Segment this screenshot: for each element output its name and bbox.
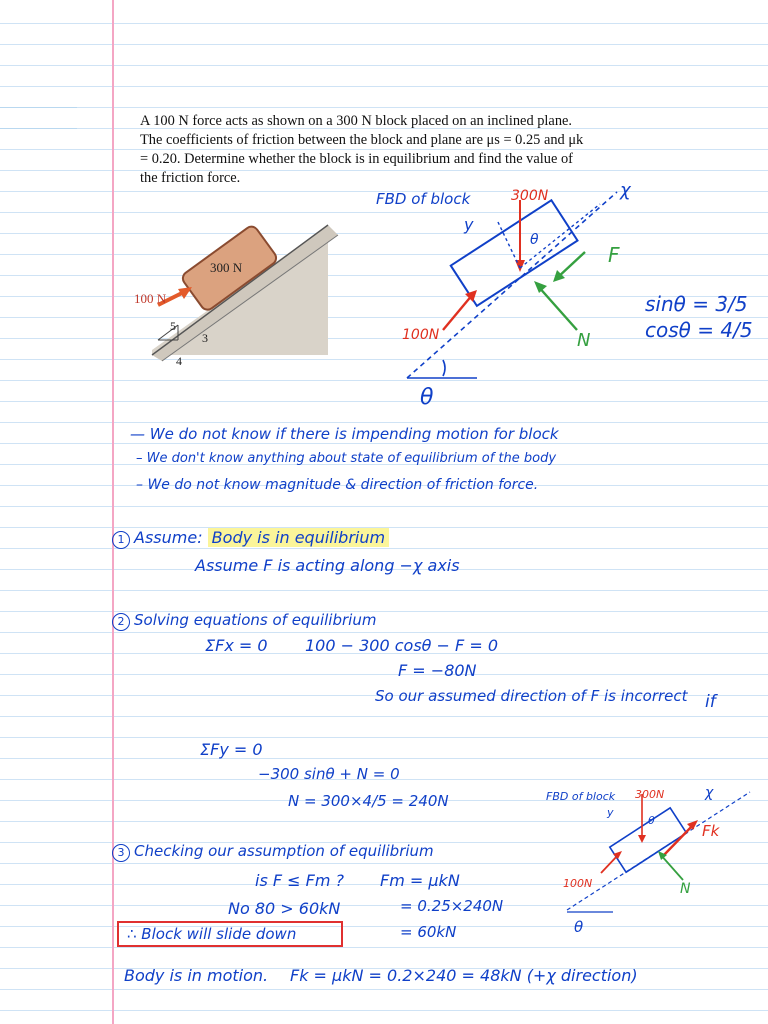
rule-tick <box>0 128 77 129</box>
step1-heading <box>112 528 389 549</box>
direction-note-tail: if <box>705 692 716 712</box>
figure-slope-4: 4 <box>176 354 182 368</box>
step1-line2: Assume F is acting along −χ axis <box>195 556 460 575</box>
fbd-large-title: FBD of block <box>376 190 471 208</box>
fbd-small-theta: θ <box>648 814 655 827</box>
final-equation: Fk = μkN = 0.2×240 = 48kN (+χ direction) <box>290 966 638 985</box>
step1-title: Assume: <box>134 528 203 547</box>
eq-f-result: F = −80N <box>398 661 477 680</box>
fbd-small-fk: Fk <box>702 822 720 840</box>
final-lead: Body is in motion. <box>124 966 269 985</box>
step3-heading <box>112 842 434 862</box>
problem-line: the friction force. <box>140 170 241 186</box>
sum-fy: ΣFy = 0 <box>200 740 263 759</box>
fm-formula: Fm = μkN <box>380 871 460 890</box>
highlighted-assumption: Body is in equilibrium <box>208 528 389 547</box>
fbd-large-weight: 300N <box>511 188 549 204</box>
fbd-large-theta: θ <box>530 232 539 248</box>
fbd-large-angle: θ <box>420 385 434 410</box>
problem-line: A 100 N force acts as shown on a 300 N block placed on an inclined plane. <box>140 113 572 129</box>
note-line: – We don't know anything about state of equilibrium of the body <box>136 451 557 466</box>
fm-calc: = 0.25×240N <box>400 897 504 915</box>
figure-block-label: 300 N <box>210 260 243 275</box>
fbd-small-y-axis: y <box>607 806 614 819</box>
fbd-small-angle: θ <box>574 918 584 936</box>
note-line: — We do not know if there is impending motion for block <box>130 425 559 443</box>
rule-tick <box>0 107 77 108</box>
figure-slope-5: 5 <box>170 319 176 333</box>
figure-slope-3: 3 <box>202 331 208 345</box>
step-number-circle: 1 <box>112 531 130 549</box>
note-line: – We do not know magnitude & direction of friction force. <box>136 477 539 493</box>
direction-note: So our assumed direction of F is incorrect <box>375 687 688 705</box>
fbd-large-normal: N <box>577 330 591 351</box>
problem-statement <box>140 112 628 188</box>
step-number-circle: 3 <box>112 844 130 862</box>
fbd-small-title: FBD of block <box>546 790 616 803</box>
fbd-small-weight: 300N <box>635 788 665 801</box>
step-number-circle: 2 <box>112 613 130 631</box>
fm-value: = 60kN <box>400 923 457 941</box>
fbd-small-applied: 100N <box>563 877 593 890</box>
eq-fx: 100 − 300 cosθ − F = 0 <box>305 636 498 655</box>
sin-theta: sinθ = 3/5 <box>645 292 748 316</box>
fbd-large-y-axis: y <box>464 215 474 234</box>
comparison: No 80 > 60kN <box>228 899 341 918</box>
sum-fx: ΣFx = 0 <box>205 636 268 655</box>
eq-n-result: N = 300×4/5 = 240N <box>288 792 449 810</box>
fbd-large-applied: 100N <box>402 327 440 343</box>
cos-theta: cosθ = 4/5 <box>645 318 753 342</box>
fbd-small-drawing <box>555 790 755 925</box>
check-question: is F ≤ Fm ? <box>255 871 345 890</box>
step2-title: Solving equations of equilibrium <box>134 611 377 629</box>
fbd-small-normal: N <box>680 881 691 897</box>
margin-line <box>112 0 114 1024</box>
figure-force-label: 100 N <box>134 291 167 306</box>
fbd-large-drawing <box>395 180 655 390</box>
fbd-large-x-axis: χ <box>620 180 631 201</box>
step3-title: Checking our assumption of equilibrium <box>134 842 434 860</box>
eq-fy: −300 sinθ + N = 0 <box>258 765 400 783</box>
fbd-large-friction: F <box>608 243 620 267</box>
incline-figure <box>128 205 358 375</box>
fbd-small-x-axis: χ <box>705 785 714 801</box>
problem-line: The coefficients of friction between the block and plane are μs = 0.25 and μk <box>140 132 584 148</box>
problem-line: = 0.20. Determine whether the block is in equilibrium and find the value of <box>140 151 573 167</box>
step2-heading <box>112 611 376 631</box>
conclusion-box: ∴ Block will slide down <box>117 921 343 947</box>
